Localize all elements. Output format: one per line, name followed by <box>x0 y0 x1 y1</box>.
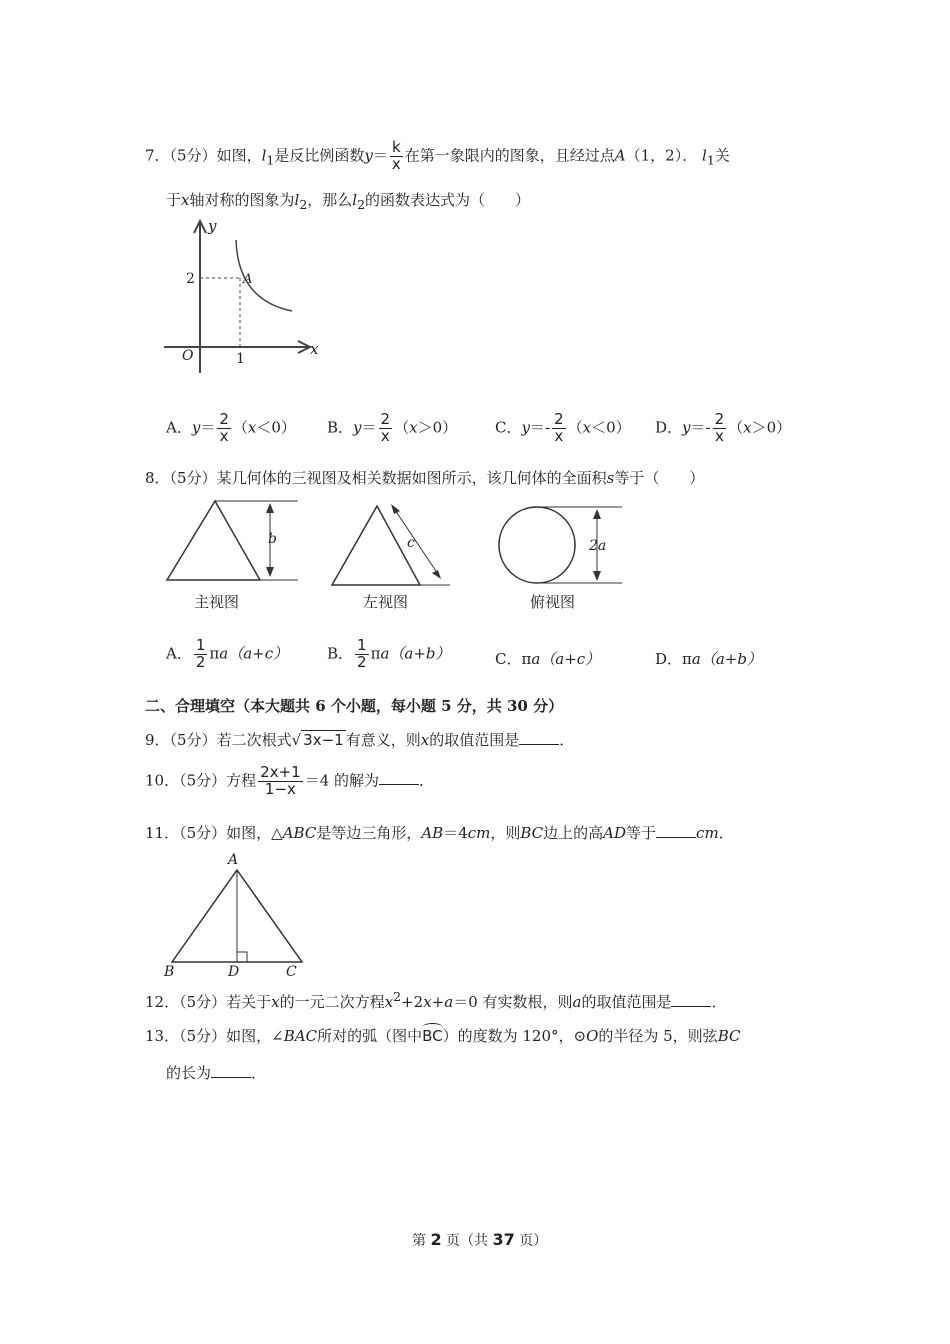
svg-text:A: A <box>228 852 239 868</box>
q7-option-b: B．y＝ $\frac{2}{x}$ （x＞0） <box>327 410 458 445</box>
svg-text:c: c <box>407 535 415 551</box>
q11-triangle <box>160 850 320 980</box>
main-view-caption: 主视图 <box>194 593 240 611</box>
answer-blank[interactable] <box>656 825 696 838</box>
q7-option-a: A．y＝ $\frac{2}{x}$ （x＜0） <box>166 410 296 445</box>
y-label: y <box>208 217 217 235</box>
svg-text:C: C <box>286 964 297 980</box>
answer-blank[interactable] <box>519 732 559 745</box>
q7-line1: 7．（5分）如图，$l_1$是反比例函数y＝ $\frac{k}{x}$ 在第一象限内的图象，且经过点A（1，2）． $l_1$关 <box>145 138 730 173</box>
answer-blank[interactable] <box>379 772 419 785</box>
tick-1: 1 <box>236 351 245 367</box>
svg-text:2a: 2a <box>589 538 607 554</box>
section-2-title: 二、合理填空（本大题共 6 个小题，每小题 5 分，共 30 分） <box>145 697 564 715</box>
q7-option-d: D．y＝- $\frac{2}{x}$ （x＞0） <box>655 410 792 445</box>
page-footer: 第 2 页（共 37 页） <box>412 1230 548 1249</box>
top-view-caption: 俯视图 <box>530 593 576 611</box>
tick-2: 2 <box>186 271 195 287</box>
svg-text:b: b <box>268 531 277 547</box>
left-view-caption: 左视图 <box>363 593 409 611</box>
q10-line: 10．（5分）方程 $\frac{2x+1}{1-x}$ ＝4 的解为 ． <box>145 763 435 798</box>
q8-option-c: C．πa（a+c） <box>495 650 601 668</box>
point-a-label: A <box>243 272 253 287</box>
q9-line: 9．（5分）若二次根式√ 3x−1 有意义，则x的取值范围是 ． <box>145 731 575 749</box>
q8-line: 8．（5分）某几何体的三视图及相关数据如图所示，该几何体的全面积s等于（ ） <box>145 469 705 487</box>
q8-option-a: A． $\frac{1}{2}$ πa（a+c） <box>166 636 289 671</box>
svg-text:B: B <box>164 964 175 980</box>
arc-bc-symbol: BC <box>422 1027 443 1045</box>
q11-line: 11．（5分）如图，△ABC是等边三角形，AB＝4cm，则BC边上的高AD等于 cm． <box>145 824 734 842</box>
origin-label: O <box>182 348 194 364</box>
q7-option-c: C．y＝- $\frac{2}{x}$ （x＜0） <box>495 410 631 445</box>
q13-line1: 13．（5分）如图，∠BAC所对的弧（图中 BC）的度数为 120°，⊙O的半径为 5，则弦BC <box>145 1025 740 1046</box>
q13-line2: 的长为 ． <box>166 1064 267 1082</box>
q7-line2: 于x轴对称的图象为$l_2$，那么$l_2$的函数表达式为（ ） <box>166 191 531 212</box>
q8-option-d: D．πa（a+b） <box>655 650 762 668</box>
q12-line: 12．（5分）若关于x的一元二次方程$x^2+2x+a=0$ 有实数根，则a的取值范围是 ． <box>145 989 727 1011</box>
answer-blank[interactable] <box>671 994 711 1007</box>
svg-text:D: D <box>228 964 240 980</box>
q7-graph <box>150 215 340 380</box>
x-label: x <box>310 340 319 358</box>
q8-option-b: B． $\frac{1}{2}$ πa（a+b） <box>327 636 451 671</box>
fraction-k-over-x: $\frac{k}{x}$ <box>391 138 401 173</box>
answer-blank[interactable] <box>211 1065 251 1078</box>
